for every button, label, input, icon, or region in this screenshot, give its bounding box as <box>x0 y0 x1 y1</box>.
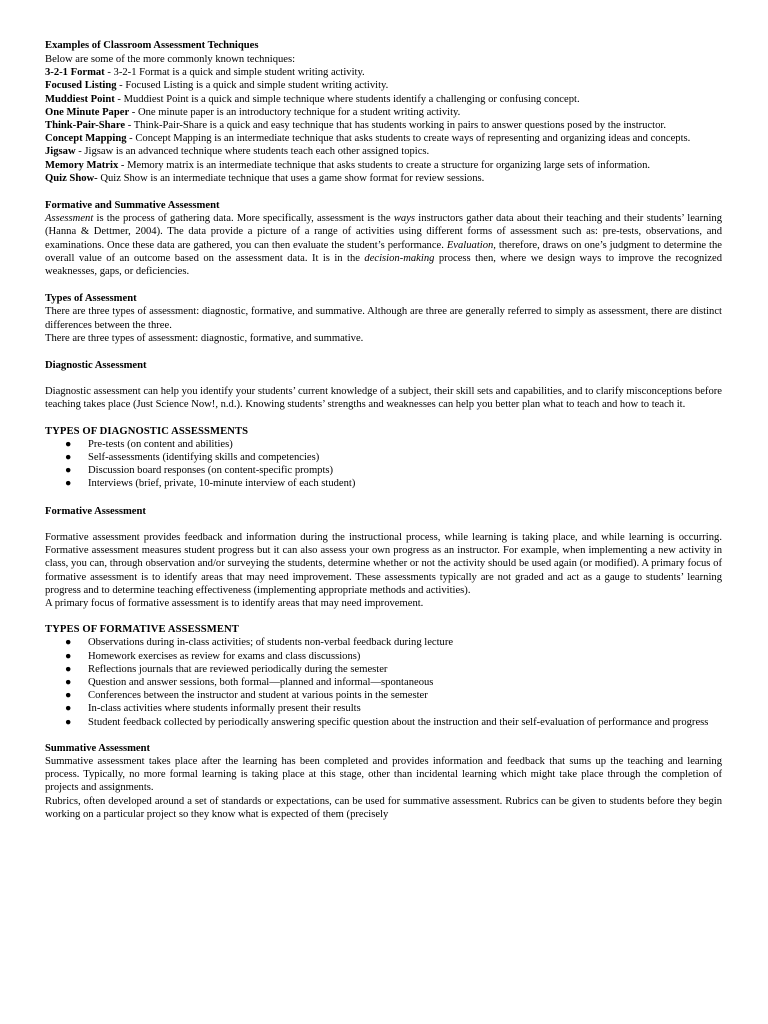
technique-item <box>45 93 722 106</box>
technique-item <box>45 119 722 132</box>
technique-desc: - Jigsaw is an advanced technique where students teach each other assigned topics. <box>75 146 430 158</box>
diagnostic-list-heading: TYPES OF DIAGNOSTIC ASSESSMENTS <box>45 425 249 437</box>
technique-item <box>45 66 722 79</box>
technique-term: Think-Pair-Share <box>45 120 126 132</box>
technique-desc: - Muddiest Point is a quick and simple technique where students identify a challenging or confusing concept. <box>114 93 580 105</box>
list-item-text: Question and answer sessions, both formal—planned and informal—spontaneous <box>88 676 434 688</box>
technique-term: Focused Listing <box>45 80 117 92</box>
formative-summative-paragraph <box>45 212 722 278</box>
list-item <box>45 663 722 676</box>
italic-term: decision-making <box>364 252 435 264</box>
list-item-text: In-class activities where students informally present their results <box>88 703 361 715</box>
technique-desc: - Memory matrix is an intermediate technique that asks students to create a structure for organizing large sets of information. <box>118 159 651 171</box>
types-paragraph-1: There are three types of assessment: diagnostic, formative, and summative. Although are three are generally referred to simply as assessment, there are distinct differences between the three. <box>45 306 722 331</box>
list-item <box>45 650 722 663</box>
list-item <box>45 689 722 702</box>
section-heading-summative: Summative Assessment <box>45 742 151 754</box>
types-paragraph-2: There are three types of assessment: diagnostic, formative, and summative. <box>45 332 364 344</box>
italic-term: Evaluation, <box>446 239 496 251</box>
section-heading-diagnostic: Diagnostic Assessment <box>45 360 147 372</box>
technique-term: Concept Mapping <box>45 133 127 145</box>
bullet-icon: ● <box>65 663 72 675</box>
summative-paragraph-1: Summative assessment takes place after the learning has been completed and provides information and feedback that sums up the teaching and learning process. Typically, no more formal learning is taking place at this stage, other than incidental learning which might take place through the completion of projects and assignments. <box>45 755 722 794</box>
bullet-icon: ● <box>65 478 72 490</box>
paragraph-text: process then, where we design ways to improve the recognized weaknesses, gaps, or deficiencies. <box>45 252 722 278</box>
technique-desc: - One minute paper is an introductory technique for a student writing activity. <box>129 106 461 118</box>
diagnostic-paragraph: Diagnostic assessment can help you identify your students’ current knowledge of a subject, their skill sets and capabilities, and to clarify misconceptions before teaching takes place (Just Science Now!, n.d.). Knowing students’ strengths and weaknesses can help you better plan what to teach and how to teach it. <box>45 386 722 411</box>
list-item-text: Observations during in-class activities; of students non-verbal feedback during lecture <box>88 637 454 649</box>
section-heading-formative: Formative Assessment <box>45 505 146 517</box>
technique-desc: Quiz Show is an intermediate technique that uses a game show format for review sessions. <box>97 172 485 184</box>
bullet-icon: ● <box>65 676 72 688</box>
technique-term: 3-2-1 Format <box>45 67 105 79</box>
list-item <box>45 464 722 477</box>
list-item-text: Homework exercises as review for exams and class discussions) <box>88 650 361 662</box>
list-item <box>45 716 722 729</box>
technique-term: One Minute Paper <box>45 106 130 118</box>
technique-item <box>45 132 722 145</box>
technique-item <box>45 106 722 119</box>
formative-types-list <box>45 636 722 728</box>
list-item <box>45 438 722 451</box>
bullet-icon: ● <box>65 465 72 477</box>
list-item <box>45 477 722 490</box>
list-item <box>45 702 722 715</box>
technique-desc: - 3-2-1 Format is a quick and simple student writing activity. <box>104 67 365 79</box>
bullet-icon: ● <box>65 438 72 450</box>
bullet-icon: ● <box>65 452 72 464</box>
formative-paragraph-2: A primary focus of formative assessment is to identify areas that may need improvement. <box>45 597 424 609</box>
technique-item <box>45 145 722 158</box>
bullet-icon: ● <box>65 637 72 649</box>
list-item-text: Self-assessments (identifying skills and competencies) <box>88 452 320 464</box>
intro-text: Below are some of the more commonly known techniques: <box>45 54 296 65</box>
bullet-icon: ● <box>65 703 72 715</box>
section-heading-types: Types of Assessment <box>45 293 137 305</box>
italic-term: ways <box>393 213 416 225</box>
list-item <box>45 636 722 649</box>
technique-item <box>45 159 722 172</box>
list-item-text: Student feedback collected by periodically answering specific question about the instruction and their self-evaluation of performance and progress <box>88 716 709 728</box>
technique-term: Memory Matrix <box>45 159 119 171</box>
section-heading-formative-summative: Formative and Summative Assessment <box>45 200 220 212</box>
list-item <box>45 676 722 689</box>
list-item-text: Interviews (brief, private, 10-minute interview of each student) <box>88 478 356 490</box>
technique-term: Muddiest Point <box>45 93 115 105</box>
technique-term: Quiz Show- <box>45 172 98 184</box>
paragraph-text: is the process of gathering data. More specifically, assessment is the <box>93 213 394 225</box>
paragraph-text: instructors gather data about their teaching and their students’ learning (Hanna & Dettmer, 2004). The data provide a picture of a range of activities using different forms of assessment such as: pre-tests, observations, and examinations. Once these data are gathered, you can then evaluate the student’s performance. <box>45 213 722 251</box>
technique-term: Jigsaw <box>45 146 76 158</box>
technique-desc: - Focused Listing is a quick and simple student writing activity. <box>116 80 389 92</box>
technique-desc: - Concept Mapping is an intermediate technique that asks students to create ways of representing and organizing ideas and concepts. <box>126 133 691 145</box>
technique-desc: - Think-Pair-Share is a quick and easy technique that has students working in pairs to answer questions posed by the instructor. <box>125 120 667 132</box>
summative-paragraph-2: Rubrics, often developed around a set of standards or expectations, can be used for summative assessment. Rubrics can be given to students before they begin working on a particular project so they know what is expected of them (precisely <box>45 795 722 820</box>
formative-paragraph-1: Formative assessment provides feedback and information during the instructional process, while learning is taking place, and while learning is occurring. Formative assessment measures student progress but it can also assess your own progress as an instructor. For example, when implementing a new activity in class, you can, through observation and/or surveying the students, determine whether or not the activity should be used again (or modified). A primary focus of formative assessment is to identify areas that may need improvement. These assessments typically are not graded and act as a gauge to students’ learning progress and to determine teaching effectiveness (implementing appropriate methods and activities). <box>45 531 722 596</box>
formative-list-heading: TYPES OF FORMATIVE ASSESSMENT <box>45 624 239 636</box>
techniques-list <box>45 66 722 185</box>
technique-item <box>45 79 722 92</box>
list-item-text: Reflections journals that are reviewed periodically during the semester <box>88 663 388 675</box>
bullet-icon: ● <box>65 716 72 728</box>
bullet-icon: ● <box>65 650 72 662</box>
bullet-icon: ● <box>65 690 72 702</box>
list-item-text: Discussion board responses (on content-specific prompts) <box>88 465 334 477</box>
document-title: Examples of Classroom Assessment Techniques <box>45 40 259 51</box>
italic-term: Assessment <box>45 213 94 225</box>
paragraph-text: therefore, draws on one’s judgment to determine the overall value of an outcome based on the assessment data. It is in the <box>45 239 722 264</box>
list-item-text: Pre-tests (on content and abilities) <box>88 438 233 450</box>
technique-item <box>45 172 722 185</box>
list-item-text: Conferences between the instructor and student at various points in the semester <box>88 690 428 702</box>
diagnostic-types-list <box>45 438 722 491</box>
list-item <box>45 451 722 464</box>
